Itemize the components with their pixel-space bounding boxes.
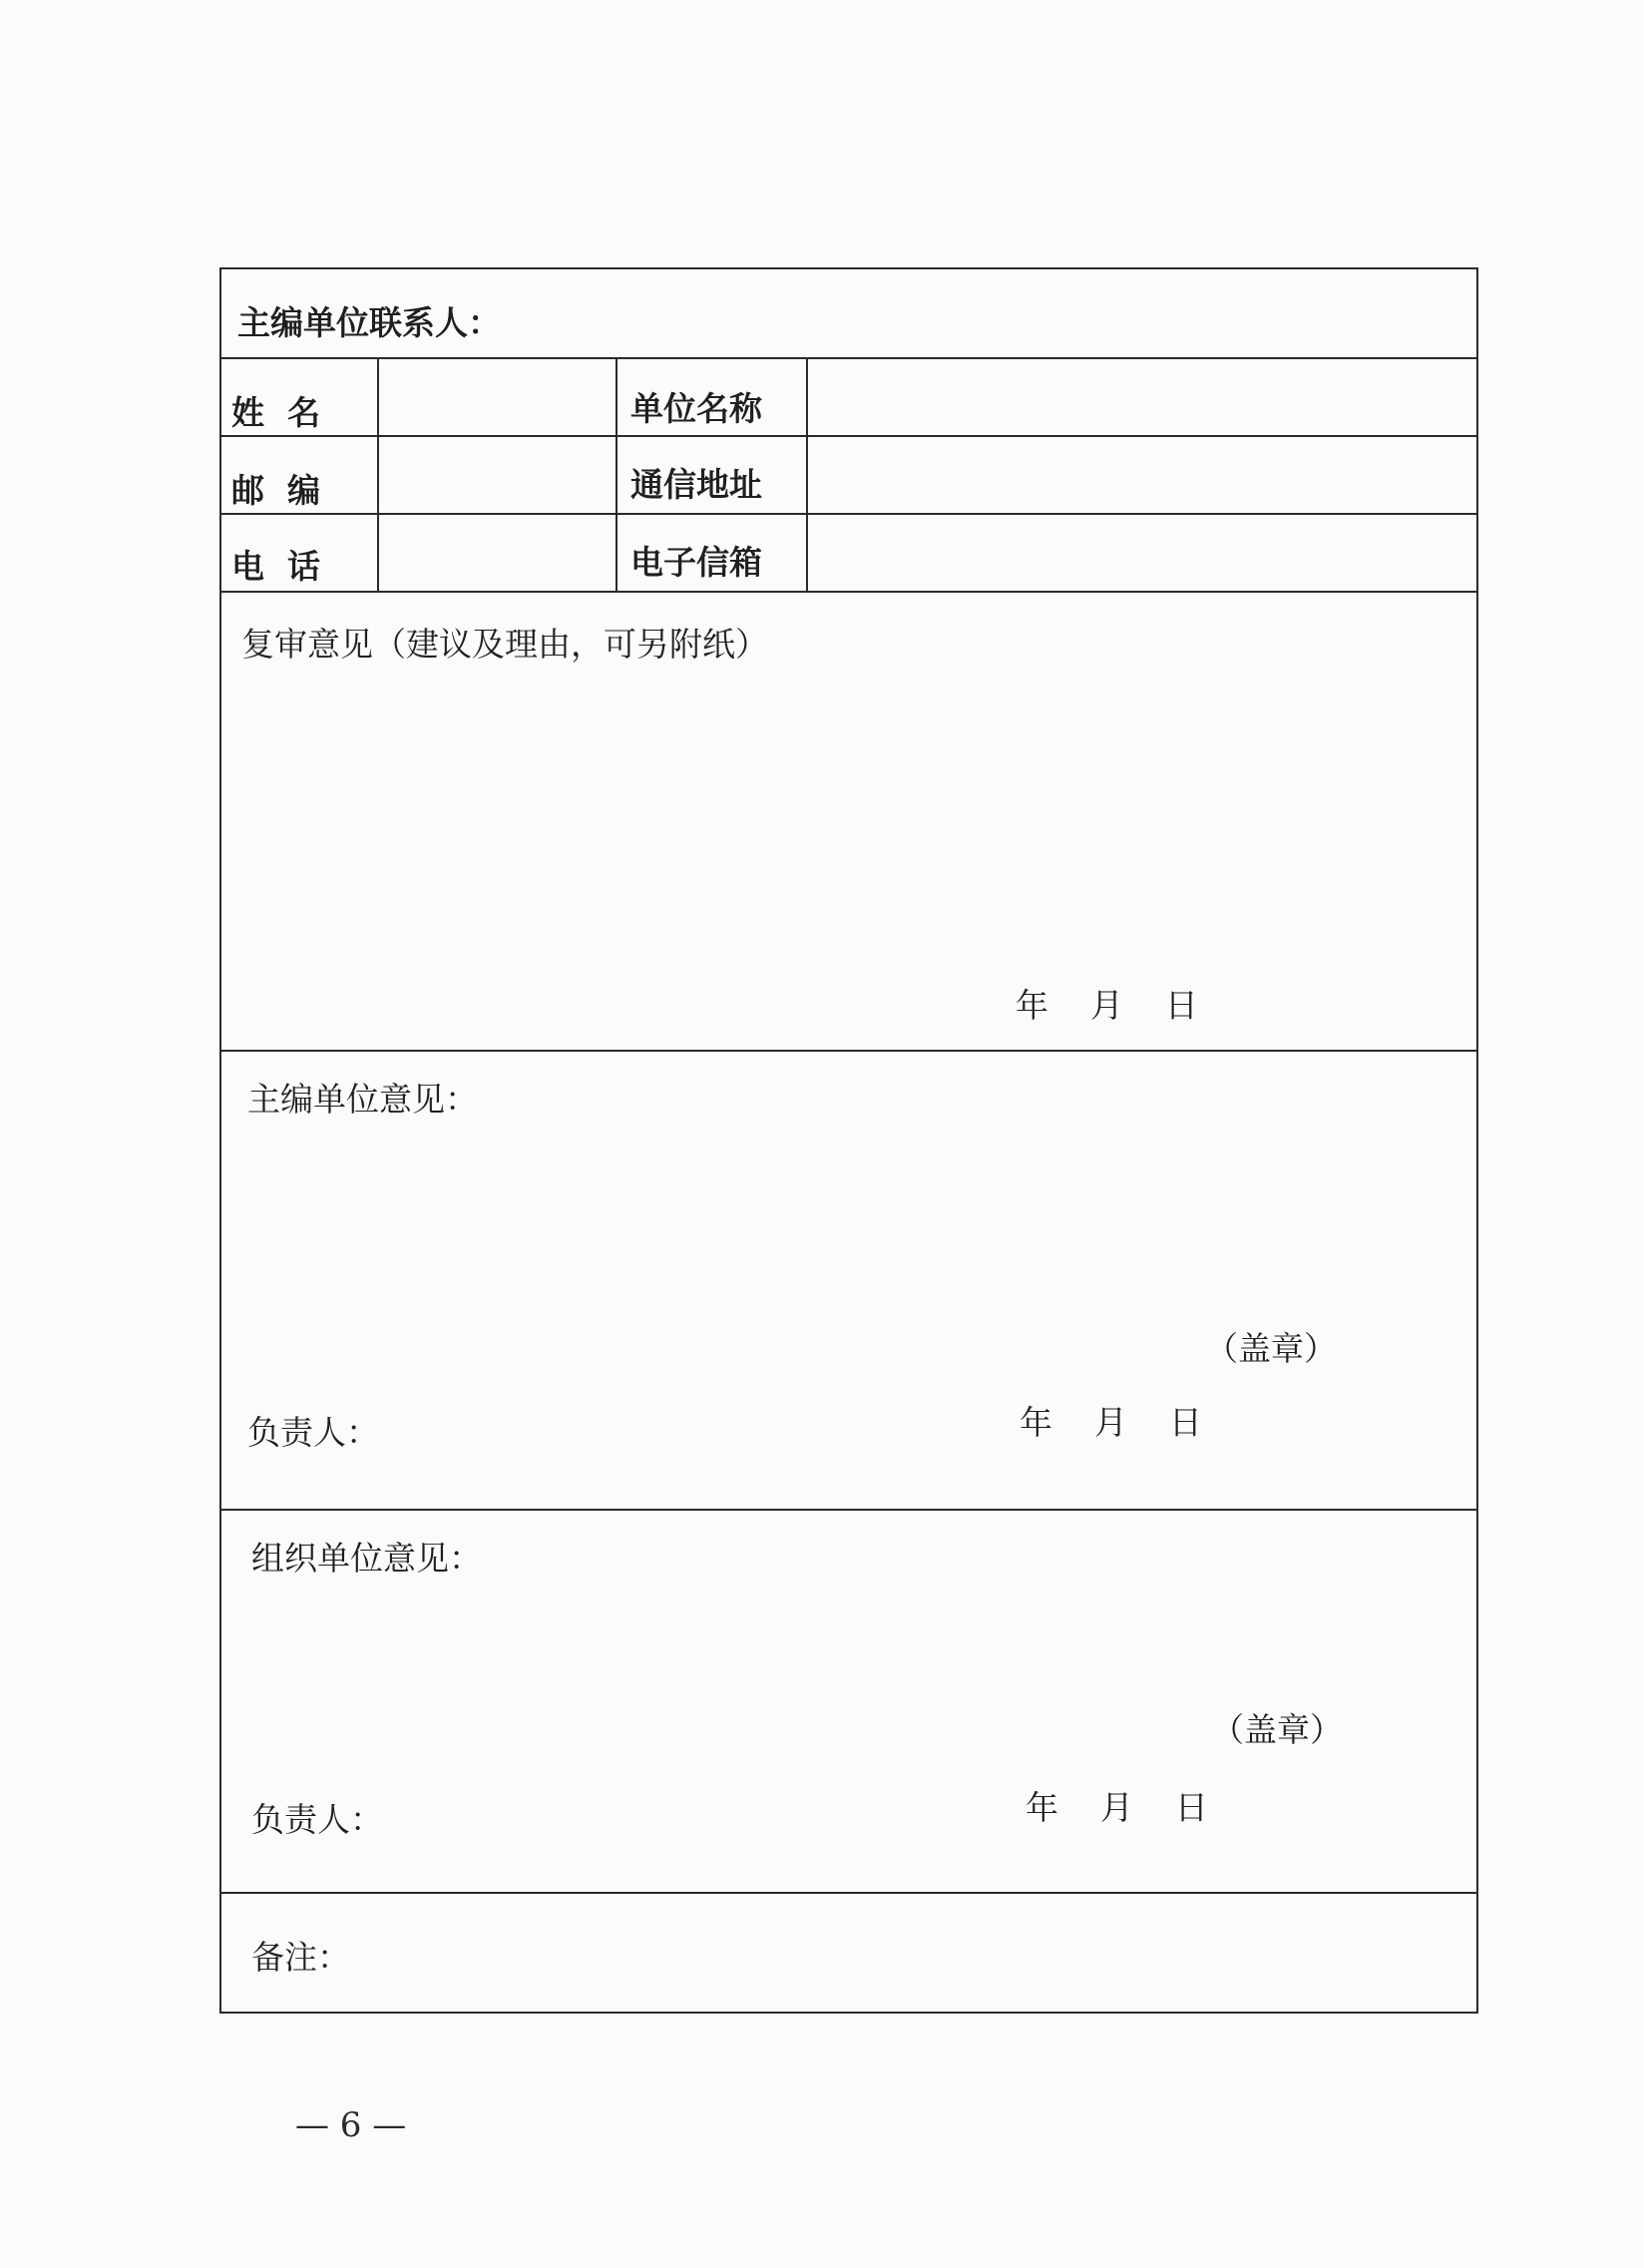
unit-name-field[interactable] <box>808 359 1476 435</box>
contact-header: 主编单位联系人： <box>237 303 501 342</box>
review-title: 复审意见（建议及理由，可另附纸） <box>241 625 768 664</box>
review-date: 年 月 日 <box>1016 986 1198 1025</box>
page-number: — 6 — <box>295 2105 407 2145</box>
postcode-label: 邮 编 <box>231 471 320 510</box>
org-person-label: 负责人： <box>251 1800 383 1839</box>
email-field[interactable] <box>808 515 1476 591</box>
divider <box>221 1050 1476 1052</box>
divider <box>221 591 1476 593</box>
editor-date: 年 月 日 <box>1020 1403 1202 1442</box>
divider <box>221 1892 1476 1894</box>
remarks-field[interactable] <box>361 1896 1476 2012</box>
review-form <box>219 267 1478 2014</box>
editor-seal-label: （盖章） <box>1205 1329 1337 1368</box>
address-label: 通信地址 <box>630 465 762 504</box>
name-label: 姓 名 <box>231 393 320 432</box>
phone-label: 电 话 <box>231 547 320 586</box>
phone-field[interactable] <box>379 515 615 591</box>
name-field[interactable] <box>379 359 615 435</box>
org-date: 年 月 日 <box>1026 1788 1208 1827</box>
org-opinion-title: 组织单位意见： <box>251 1539 482 1578</box>
org-seal-label: （盖章） <box>1211 1710 1343 1749</box>
review-field[interactable] <box>223 679 1476 1038</box>
email-label: 电子信箱 <box>630 543 762 582</box>
editor-opinion-field[interactable] <box>223 1128 1476 1457</box>
divider <box>221 1509 1476 1511</box>
editor-opinion-title: 主编单位意见： <box>247 1080 478 1119</box>
address-field[interactable] <box>808 437 1476 511</box>
remarks-label: 备注： <box>251 1938 350 1977</box>
postcode-field[interactable] <box>379 437 615 511</box>
editor-person-label: 负责人： <box>247 1413 379 1452</box>
unit-name-label: 单位名称 <box>630 389 762 428</box>
divider <box>616 357 617 591</box>
